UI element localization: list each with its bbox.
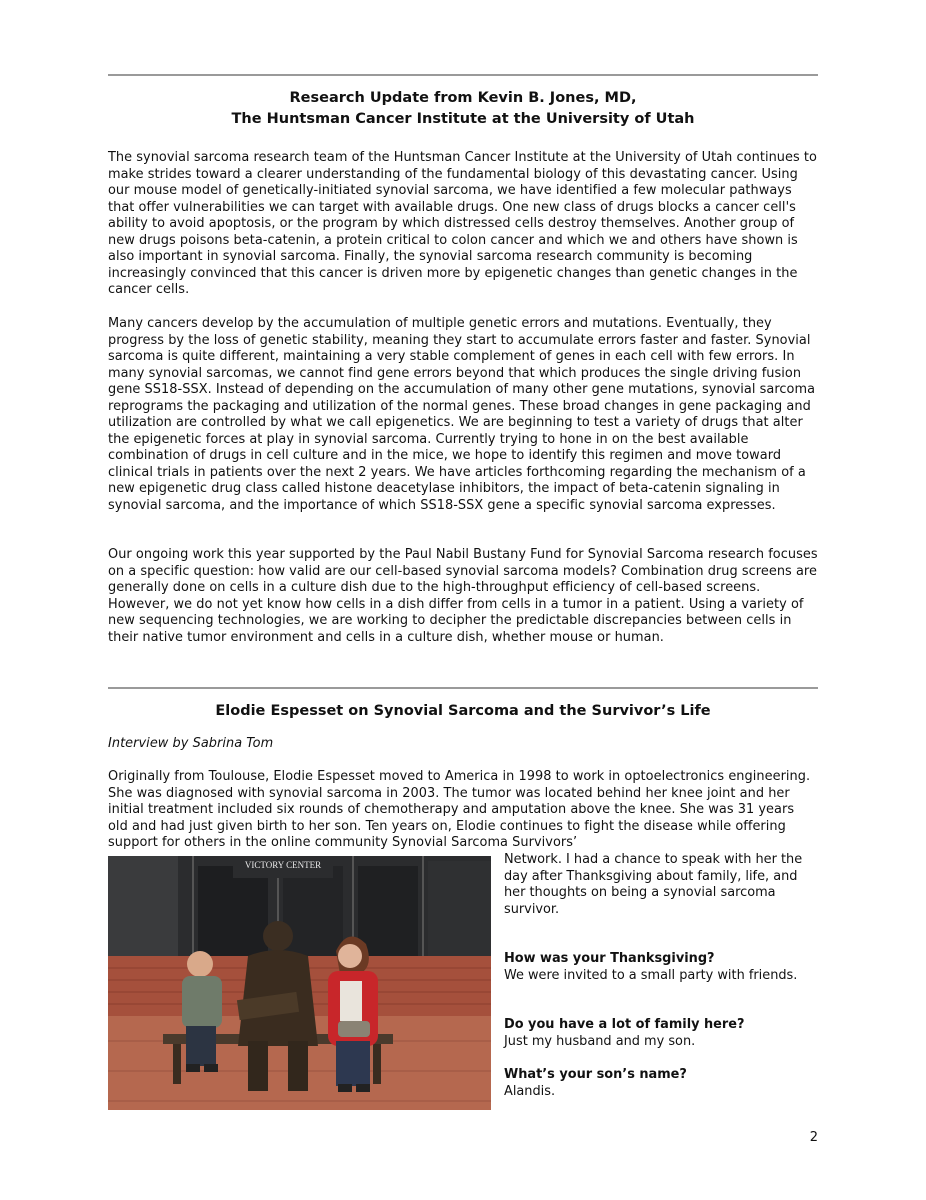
interview-byline: Interview by Sabrina Tom <box>108 736 274 751</box>
interview-intro-continued: Network. I had a chance to speak with her the day after Thanksgiving about family, life, and her thoughts on being a synovial sarcoma survivor. <box>504 852 803 917</box>
qa-item-1 <box>504 951 818 984</box>
photo-illustration <box>108 856 491 1110</box>
qa-answer: Alandis. <box>504 1083 556 1099</box>
qa-question: What’s your son’s name? <box>504 1067 687 1082</box>
qa-answer: Just my husband and my son. <box>504 1033 696 1049</box>
page-number: 2 <box>809 1130 818 1145</box>
photo-statue-bench <box>108 856 491 1110</box>
middle-divider <box>108 687 818 689</box>
top-divider <box>108 74 818 76</box>
section1-title-line2: The Huntsman Cancer Institute at the University of Utah <box>231 111 695 127</box>
section1-paragraph-2: Many cancers develop by the accumulation of multiple genetic errors and mutations. Eventually, they progress by the loss of genetic stability, meaning they start to accumulate errors faster and faster. Synovial sarcoma is quite different, maintaining a very stable complement of genes in each cell with few errors. In many synovial sarcomas, we cannot find gene errors beyond that which produces the single driving fusion gene SS18-SSX. Instead of depending on the accumulation of many other gene mutations, synovial sarcoma reprograms the packaging and utilization of the normal genes. These broad changes in gene packaging and utilization are controlled by what we call epigenetics. We are beginning to test a variety of drugs that alter the epigenetic forces at play in synovial sarcoma. Currently trying to hone in on the best available combination of drugs in cell culture and in the mice, we hope to identify this regimen and move toward clinical trials in patients over the next 2 years. We have articles forthcoming regarding the mechanism of a new epigenetic drug class called histone deacetylase inhibitors, the impact of beta-catenin signaling in synovial sarcoma, and the importance of which SS18-SSX gene a specific synovial sarcoma expresses. <box>108 316 816 513</box>
section1-paragraph-1: The synovial sarcoma research team of the Huntsman Cancer Institute at the University of Utah continues to make strides toward a clearer understanding of the fundamental biology of this devastating cancer. Using our mouse model of genetically-initiated synovial sarcoma, we have identified a few molecular pathways that offer vulnerabilities we can target with available drugs. One new class of drugs blocks a cancer cell's ability to avoid apoptosis, or the program by which distressed cells destroy themselves. Another group of new drugs poisons beta-catenin, a protein critical to colon cancer and which we and others have shown is also important in synovial sarcoma. Finally, the synovial sarcoma research community is becoming increasingly convinced that this cancer is driven more by epigenetic changes than genetic changes in the cancer cells. <box>108 150 817 297</box>
qa-answer: We were invited to a small party with friends. <box>504 967 798 983</box>
photo-sign-text: VICTORY CENTER <box>244 860 322 870</box>
qa-question: How was your Thanksgiving? <box>504 951 715 966</box>
section1-title-line1: Research Update from Kevin B. Jones, MD, <box>289 90 637 106</box>
qa-question: Do you have a lot of family here? <box>504 1017 745 1032</box>
qa-item-3 <box>504 1067 818 1100</box>
document-page <box>108 0 818 1200</box>
qa-item-2 <box>504 1017 818 1050</box>
section1-paragraph-3: Our ongoing work this year supported by the Paul Nabil Bustany Fund for Synovial Sarcoma research focuses on a specific question: how valid are our cell-based synovial sarcoma models? Combination drug screens are generally done on cells in a culture dish due to the high-throughput efficiency of cell-based screens. However, we do not yet know how cells in a dish differ from cells in a tumor in a patient. Using a variety of new sequencing technologies, we are working to decipher the predictable discrepancies between cells in their native tumor environment and cells in a culture dish, whether mouse or human. <box>108 547 818 645</box>
section2-title: Elodie Espesset on Synovial Sarcoma and the Survivor’s Life <box>215 703 711 719</box>
interview-intro: Originally from Toulouse, Elodie Espesset moved to America in 1998 to work in optoelectronics engineering. She was diagnosed with synovial sarcoma in 2003. The tumor was located behind her knee joint and her initial treatment included six rounds of chemotherapy and amputation above the knee. She was 31 years old and had just given birth to her son. Ten years on, Elodie continues to fight the disease while offering support for others in the online community Synovial Sarcoma Survivors’ <box>108 769 811 850</box>
